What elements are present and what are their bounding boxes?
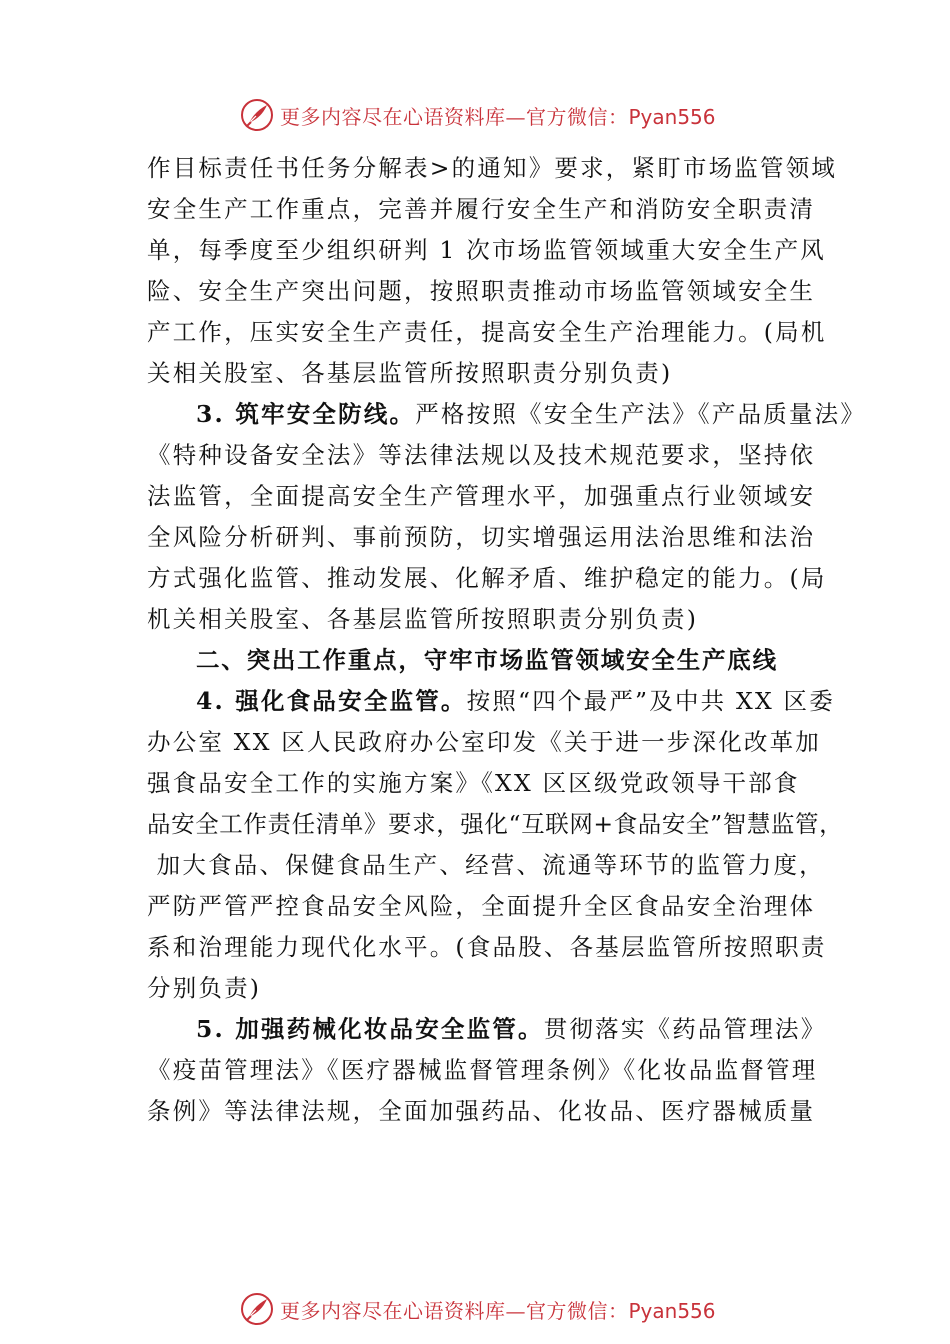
item-5-line: 《疫苗管理法》《医疗器械监督管理条例》《化妆品监督管理 (147, 1056, 818, 1084)
item-4-line: 分别负责) (147, 974, 262, 1002)
document-body (147, 148, 867, 1132)
feather-pen-logo-icon (240, 1292, 274, 1326)
watermark-text (280, 1295, 716, 1324)
item-5-first-line (147, 1009, 827, 1050)
item-3-first-line (147, 394, 867, 435)
body-line: 关相关股室、各基层监管所按照职责分别负责) (147, 359, 673, 387)
watermark-separator: — (505, 1298, 526, 1323)
watermark-account-label: 官方微信： (526, 1298, 629, 1323)
body-line: 安全生产工作重点，完善并履行安全生产和消防安全职责清 (147, 195, 816, 223)
item-3-line: 全风险分析研判、事前预防，切实增强运用法治思维和法治 (147, 523, 816, 551)
item-5-first-line-text: 贯彻落实《药品管理法》 (543, 1015, 827, 1043)
body-line: 单，每季度至少组织研判 1 次市场监管领域重大安全生产风 (147, 236, 826, 264)
watermark-text (280, 101, 716, 130)
watermark-account-id: Pyan556 (628, 1298, 716, 1323)
item-3-line: 机关相关股室、各基层监管所按照职责分别负责) (147, 605, 699, 633)
feather-pen-logo-icon (240, 98, 274, 132)
item-4-line: 强食品安全工作的实施方案》《XX 区区级党政领导干部食 (147, 769, 800, 797)
watermark-site: 更多内容尽在心语资料库 (280, 104, 506, 129)
item-4-line: 严防严管严控食品安全风险，全面提升全区食品安全治理体 (147, 892, 816, 920)
item-4-first-line (147, 681, 835, 722)
item-4-line: 品安全工作责任清单》要求，强化“互联网+食品安全”智慧监管， (147, 810, 844, 838)
watermark-footer (240, 1292, 716, 1326)
item-4-line: 系和治理能力现代化水平。(食品股、各基层监管所按照职责 (147, 933, 827, 961)
watermark-account-id: Pyan556 (628, 104, 716, 129)
body-line: 作目标责任书任务分解表>的通知》要求，紧盯市场监管领域 (147, 154, 838, 182)
item-4-title: 4. 强化食品安全监管。 (196, 687, 467, 715)
body-line: 产工作，压实安全生产责任，提高安全生产治理能力。(局机 (147, 318, 827, 346)
watermark-header (240, 98, 716, 132)
watermark-account-label: 官方微信： (526, 104, 629, 129)
item-4-line: 加大食品、保健食品生产、经营、流通等环节的监管力度， (147, 851, 825, 879)
watermark-site: 更多内容尽在心语资料库 (280, 1298, 506, 1323)
item-3-line: 法监管，全面提高安全生产管理水平，加强重点行业领域安 (147, 482, 816, 510)
item-5-line: 条例》等法律法规，全面加强药品、化妆品、医疗器械质量 (147, 1097, 816, 1125)
body-line: 险、安全生产突出问题，按照职责推动市场监管领域安全生 (147, 277, 816, 305)
item-4-first-line-text: 按照“四个最严”及中共 XX 区委 (466, 687, 835, 715)
item-3-first-line-text: 严格按照《安全生产法》《产品质量法》 (415, 400, 867, 428)
item-4-line: 办公室 XX 区人民政府办公室印发《关于进一步深化改革加 (147, 728, 821, 756)
watermark-separator: — (505, 104, 526, 129)
item-3-line: 《特种设备安全法》等法律法规以及技术规范要求，坚持依 (147, 441, 816, 469)
section-2-heading: 二、突出工作重点，守牢市场监管领域安全生产底线 (196, 646, 778, 674)
item-3-line: 方式强化监管、推动发展、化解矛盾、维护稳定的能力。(局 (147, 564, 827, 592)
item-3-title: 3. 筑牢安全防线。 (196, 400, 416, 428)
item-5-title: 5. 加强药械化妆品安全监管。 (196, 1015, 544, 1043)
